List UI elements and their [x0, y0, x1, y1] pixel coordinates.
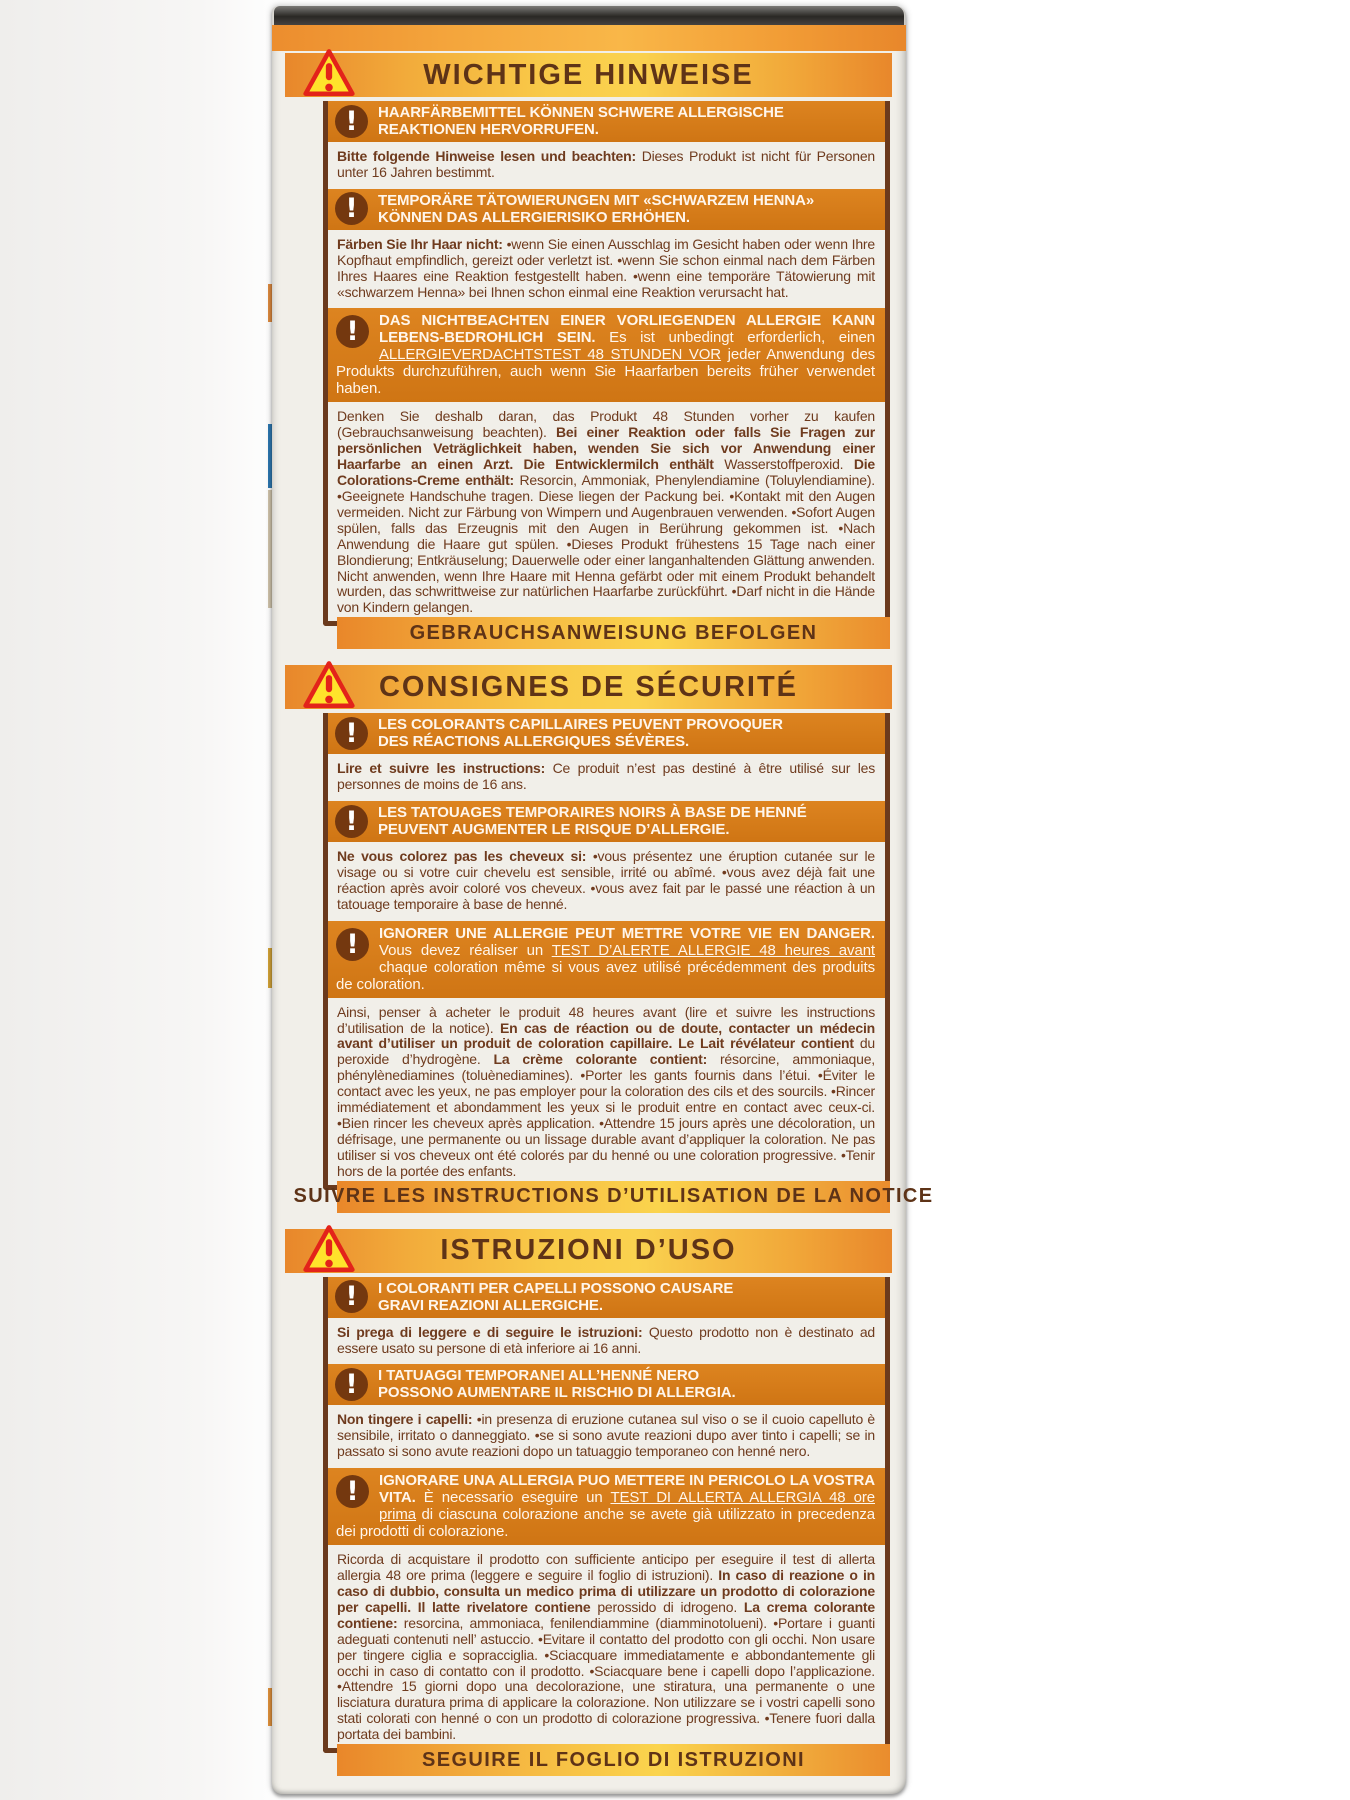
warning-banner — [328, 101, 885, 142]
section-header-italian — [285, 1229, 892, 1273]
warning-triangle-icon — [302, 47, 356, 99]
section-title: WICHTIGE HINWEISE — [423, 58, 754, 91]
section-frame — [323, 101, 890, 626]
section-footer-banner: SEGUIRE IL FOGLIO DI ISTRUZIONI — [337, 1744, 890, 1776]
body-paragraph: Färben Sie Ihr Haar nicht: •wenn Sie einen Ausschlag im Gesicht haben oder wenn Ihre Kopfhaut empfindlich, gereizt oder verletzt ist. •wenn Sie schon einmal nach dem Färben Ihres Haares eine Reaktion festgestellt haben. •wenn eine temporäre Tätowierung mit «schwarzem Henna» bei Ihnen schon einmal eine Reaktion verursacht hat. — [337, 235, 875, 300]
body-paragraph: Lire et suivre les instructions: Ce produit n’est pas destiné à être utilisé sur les personnes de moins de 16 ans. — [337, 760, 875, 793]
section-title: CONSIGNES DE SÉCURITÉ — [378, 670, 799, 703]
section-german — [272, 53, 906, 649]
package-top-orange-band — [272, 25, 906, 51]
warning-banner-text: HAARFÄRBEMITTEL KÖNNEN SCHWERE ALLERGISCHE REAKTIONEN HERVORRUFEN. — [378, 104, 784, 138]
warning-banner-text: IGNORARE UNA ALLERGIA PUO METTERE IN PERICOLO LA VOSTRA VITA. È necessario eseguire un TEST DI ALLERTA ALLERGIA 48 ore prima di ciascuna colorazione anche se avete già utilizzato in precedenza dei prodotti di colorazione. — [336, 1472, 875, 1541]
alert-icon: ! — [335, 805, 368, 838]
alert-icon: ! — [335, 717, 368, 750]
section-frame — [323, 1277, 890, 1753]
section-header-german — [285, 53, 892, 97]
warning-banner-text: DAS NICHTBEACHTEN EINER VORLIEGENDEN ALLERGIE KANN LEBENS-BEDROHLICH SEIN. Es ist unbedingt erforderlich, einen ALLERGIEVERDACHTSTEST 48 STUNDEN VOR jeder Anwendung des Produkts durchzuführen, auch wenn Sie Haarfarben bereits früher verwendet haben. — [336, 312, 875, 398]
package-side-panel — [272, 6, 934, 1794]
warning-banner-text: LES TATOUAGES TEMPORAIRES NOIRS À BASE DE HENNÉ PEUVENT AUGMENTER LE RISQUE D’ALLERGIE. — [378, 804, 807, 839]
alert-icon: ! — [335, 1368, 368, 1401]
section-header-french — [285, 665, 892, 709]
warning-banner-text: TEMPORÄRE TÄTOWIERUNGEN MIT «SCHWARZEM HENNA» KÖNNEN DAS ALLERGIERISIKO ERHÖHEN. — [378, 191, 815, 226]
body-paragraph: Denken Sie deshalb daran, das Produkt 48 Stunden vorher zu kaufen (Gebrauchsanweisung beachten). Bei einer Reaktion oder falls Sie Fragen zur persönlichen Veträglichkeit haben, wenden Sie sich vor Anwendung einer Haarfarbe an einen Arzt. Die Entwicklermilch enthält Wasserstoffperoxid. Die Colorations-Creme enthält: Resorcin, Ammoniak, Phenylendiamine (Toluylendiamine). •Geeignete Handschuhe tragen. Diese liegen der Packung bei. •Kontakt mit den Augen vermeiden. Nicht zur Färbung von Wimpern und Augenbrauen verwenden. •Sofort Augen spülen, falls das Erzeugnis mit den Augen in Berührung gekommen ist. •Nach Anwendung die Haare gut spülen. •Dieses Produkt frühestens 15 Tage nach einer Blondierung; Entkräuselung; Dauerwelle oder einer langanhaltenden Glättung anwenden. Nicht anwenden, wenn Ihre Haare mit Henna gefärbt oder mit einem Produkt behandelt wurden, das schwrittweise zur natürlichen Haarfarbe zurückführt. •Darf nicht in die Hände von Kindern gelangen. — [337, 408, 876, 616]
panel-content — [272, 53, 934, 1792]
alert-icon: ! — [335, 105, 368, 138]
section-footer-banner: GEBRAUCHSANWEISUNG BEFOLGEN — [337, 617, 890, 649]
warning-banner — [328, 189, 885, 230]
warning-triangle-icon — [302, 1223, 356, 1275]
section-title: ISTRUZIONI D’USO — [440, 1234, 737, 1267]
warning-banner — [328, 1364, 885, 1405]
warning-banner — [328, 713, 885, 754]
body-paragraph: Ricorda di acquistare il prodotto con sufficiente anticipo per eseguire il test di allerta allergia 48 ore prima (leggere e seguire il foglio di istruzioni). In caso di reazione o in caso di dubbio, consulta un medico prima di utilizzare un prodotto di colorazione per capelli. Il latte rivelatore contiene perossido di idrogeno. La crema colorante contiene: resorcina, ammoniaca, fenilendiammine (diamminotolueni). •Portare i guanti adeguati contenuti nell’ astuccio. •Evitare il contatto del prodotto con gli occhi. Non usare per tingere ciglia e sopracciglia. •Sciacquare immediatamente e abbondantemente gli occhi in caso di contatto con il prodotto. •Sciacquare bene i capelli dopo l’applicazione. •Attendre 15 giorni dopo una decolorazione, une stiratura, una permanente o une lisciatura duratura prima di applicare la colorazione. Non utilizzare se i vostri capelli sono stati colorati con henné o con un prodotto di colorazione progressiva. •Tenere fuori dalla portata dei bambini. — [337, 1551, 875, 1743]
warning-banner-text: I TATUAGGI TEMPORANEI ALL’HENNÉ NERO POSSONO AUMENTARE IL RISCHIO DI ALLERGIA. — [378, 1367, 736, 1402]
body-paragraph: Non tingere i capelli: •in presenza di eruzione cutanea sul viso o se il cuoio capelluto è sensibile, irritato o danneggiato. •se si sono avute reazioni dupo aver tinto i capelli; se in passato si sono avute reazioni dopo un tatuaggio temporaneo con henné nero. — [337, 1411, 876, 1460]
warning-banner-text: I COLORANTI PER CAPELLI POSSONO CAUSARE GRAVI REAZIONI ALLERGICHE. — [378, 1279, 734, 1314]
warning-banner-allergy — [328, 1468, 885, 1545]
body-paragraph: Bitte folgende Hinweise lesen und beachten: Dieses Produkt ist nicht für Personen unter 16 Jahren bestimmt. — [337, 148, 876, 180]
alert-icon: ! — [336, 928, 369, 961]
section-italian — [272, 1229, 906, 1776]
warning-banner-text: IGNORER UNE ALLERGIE PEUT METTRE VOTRE VIE EN DANGER. Vous devez réaliser un TEST D’ALERTE ALLERGIE 48 heures avant chaque coloration même si vous avez utilisé précédemment des produits de coloration. — [336, 924, 875, 993]
warning-triangle-icon — [302, 659, 356, 711]
alert-icon: ! — [336, 1475, 369, 1508]
warning-banner-allergy — [328, 921, 885, 998]
body-paragraph: Ainsi, penser à acheter le produit 48 heures avant (lire et suivre les instructions d’utilisation de la notice). En cas de réaction ou de doute, contacter un médecin avant d’utiliser un produit de coloration capillaire. Le Lait révélateur contient du peroxide d’hydrogène. La crème colorante contient: résorcine, ammoniaque, phénylènediamines (toluènediamines). •Porter les gants fournis dans l’étui. •Éviter le contact avec les yeux, ne pas employer pour la coloration des cils et des sourcils. •Rincer immédiatement et abondamment les yeux si le produit entre en contact avec ceux-ci. •Bien rincer les cheveux après application. •Attendre 15 jours après une décoloration, un défrisage, une permanente ou un lissage durable avant d’appliquer la coloration. Ne pas utiliser si vos cheveux ont été colorés par du henné ou une coloration progressive. •Tenir hors de la portée des enfants. — [337, 1003, 875, 1179]
package-top-edge — [274, 6, 904, 25]
warning-banner — [328, 801, 885, 842]
warning-banner-allergy — [328, 308, 885, 402]
warning-banner-text: LES COLORANTS CAPILLAIRES PEUVENT PROVOQUER DES RÉACTIONS ALLERGIQUES SÉVÈRES. — [378, 716, 783, 751]
alert-icon: ! — [335, 192, 368, 225]
body-paragraph: Ne vous colorez pas les cheveux si: •vous présentez une éruption cutanée sur le visage ou si votre cuir chevelu est sensible, irrité ou abîmé. •vous avez déjà fait une réaction après avoir coloré vos cheveux. •vous avez fait par le passé une réaction à un tatouage temporaire à base de henné. — [337, 848, 875, 912]
section-footer-banner: SUIVRE LES INSTRUCTIONS D’UTILISATION DE LA NOTICE — [337, 1181, 890, 1213]
section-french — [272, 665, 934, 1212]
body-paragraph: Si prega di leggere e di seguire le istruzioni: Questo prodotto non è destinato ad essere usato su persone di età inferiore ai 16 anni. — [337, 1323, 875, 1356]
section-frame — [323, 713, 890, 1189]
alert-icon: ! — [336, 315, 369, 348]
alert-icon: ! — [335, 1280, 368, 1313]
warning-banner — [328, 1277, 885, 1318]
